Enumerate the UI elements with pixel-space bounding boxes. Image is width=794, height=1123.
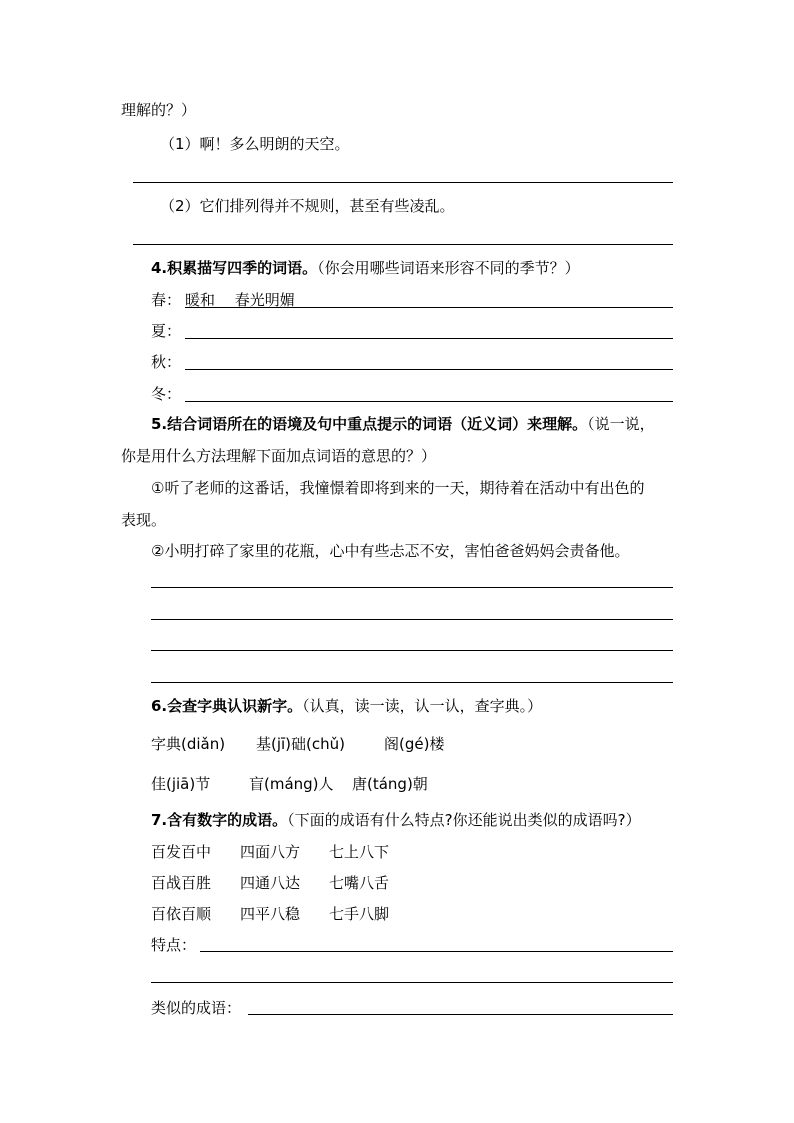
q7-hint: （下面的成语有什么特点?你还能说出类似的成语吗?）	[287, 811, 641, 829]
q4-summer-label: 夏：	[151, 322, 182, 340]
q5-sentence-1a: ①听了老师的这番话，我憧憬着即将到来的一天，期待着在活动中有出色的	[151, 479, 645, 497]
idiom: 七嘴八舌	[329, 874, 390, 892]
q6-word-2: 基(jī)础(chǔ)	[256, 735, 346, 753]
q4-spring-label: 春：	[151, 291, 182, 309]
answer-line-q5-1[interactable]	[151, 587, 673, 588]
q7-heading	[151, 810, 641, 830]
q7-similar-label: 类似的成语：	[151, 999, 242, 1017]
q4-autumn-label: 秋：	[151, 353, 182, 371]
idiom: 七上八下	[329, 843, 390, 861]
q5-title: 5.结合词语所在的语境及句中重点提示的词语（近义词）来理解。	[151, 415, 588, 433]
idiom: 百发百中	[151, 843, 212, 861]
q6-hint: （认真，读一读，认一认，查字典。）	[302, 697, 543, 715]
answer-line-autumn[interactable]	[185, 369, 673, 370]
q6-title: 6.会查字典认识新字。	[151, 697, 303, 715]
answer-line-feature-2[interactable]	[151, 982, 673, 983]
answer-line-similar[interactable]	[248, 1014, 673, 1015]
q6-word-5: 盲(máng)人	[249, 775, 334, 793]
idiom: 四平八稳	[240, 905, 301, 923]
answer-line-feature-1[interactable]	[200, 951, 673, 952]
q5-sentence-1b: 表现。	[121, 511, 167, 529]
q4-spring-value: 暖和 春光明媚	[185, 291, 295, 309]
q5-hint-b: 你是用什么方法理解下面加点词语的意思的？）	[121, 447, 437, 465]
q3-item-1: （1）啊！多么明朗的天空。	[160, 135, 350, 153]
idiom: 百战百胜	[151, 874, 212, 892]
q7-feature-label: 特点：	[151, 936, 197, 954]
answer-line-q3-1[interactable]	[133, 182, 673, 183]
q3-continued-text: 理解的？）	[121, 101, 197, 119]
answer-line-q5-3[interactable]	[151, 650, 673, 651]
q4-heading	[151, 258, 580, 278]
q5-heading	[151, 414, 655, 434]
q6-word-4: 佳(jiā)节	[151, 775, 211, 793]
q5-hint-a: （说一说，	[587, 415, 655, 433]
answer-line-winter[interactable]	[185, 401, 673, 402]
idiom: 四通八达	[240, 874, 301, 892]
q4-hint: （你会用哪些词语来形容不同的季节？）	[317, 259, 580, 277]
q6-word-6: 唐(táng)朝	[352, 775, 428, 793]
answer-line-summer[interactable]	[185, 338, 673, 339]
answer-line-q5-2[interactable]	[151, 619, 673, 620]
idiom: 百依百顺	[151, 905, 212, 923]
idiom: 四面八方	[240, 843, 301, 861]
answer-line-q3-2[interactable]	[133, 244, 673, 245]
q6-word-3: 阁(gé)楼	[384, 735, 445, 753]
answer-line-q5-4[interactable]	[151, 682, 673, 683]
q4-title: 4.积累描写四季的词语。	[151, 259, 318, 277]
q3-item-2: （2）它们排列得并不规则，甚至有些凌乱。	[160, 197, 455, 215]
q6-word-1: 字典(diǎn)	[151, 735, 226, 753]
q7-title: 7.含有数字的成语。	[151, 811, 288, 829]
idiom: 七手八脚	[329, 905, 390, 923]
q6-heading	[151, 696, 542, 716]
q5-sentence-2: ②小明打碎了家里的花瓶，心中有些忐忑不安，害怕爸爸妈妈会责备他。	[151, 542, 630, 560]
answer-line-spring[interactable]	[185, 307, 673, 308]
q4-winter-label: 冬：	[151, 385, 182, 403]
